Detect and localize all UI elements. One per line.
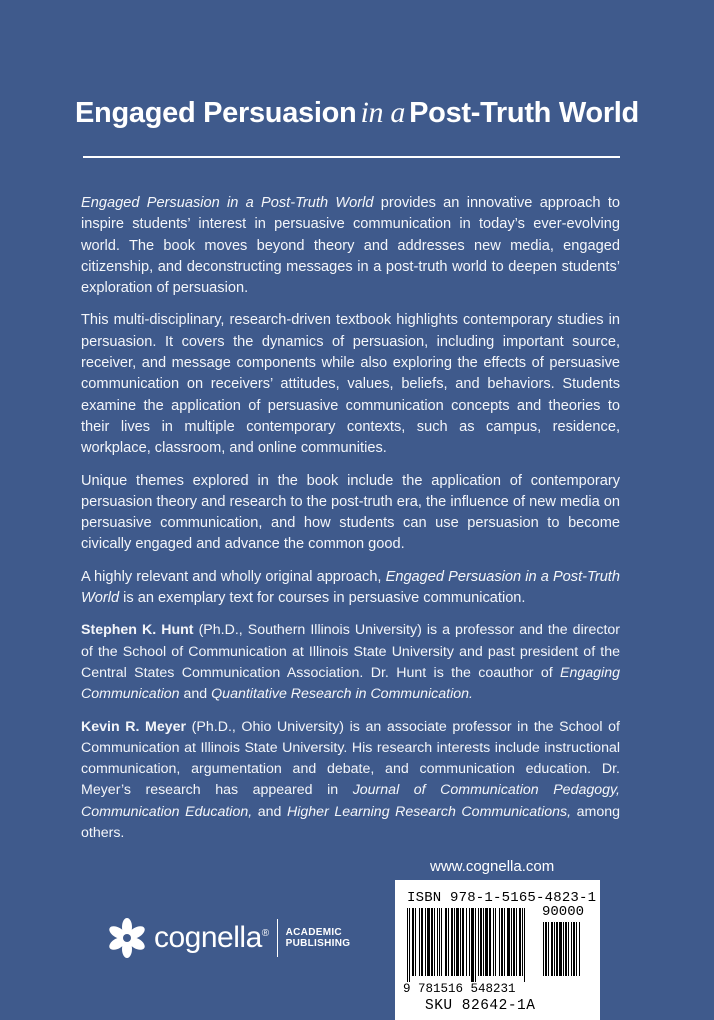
barcode-bar xyxy=(445,908,447,976)
barcode-bar xyxy=(448,908,449,976)
barcode-digits: 9 781516 548231 xyxy=(403,982,516,996)
barcode-bar xyxy=(425,908,426,976)
barcode-bar xyxy=(501,908,503,976)
author-bio-text: (Ph.D., Southern Illinois University) is a professor and the director of the School of Communication at Illinois State University and past president of the Central States Communication Association. Dr. Hunt is the coauthor of xyxy=(81,622,620,681)
author-bio-1 xyxy=(81,620,620,705)
barcode-bar xyxy=(469,908,470,976)
barcode-bar xyxy=(434,908,435,976)
barcode-bar xyxy=(571,922,572,976)
cover-copy xyxy=(81,193,620,855)
author-name: Kevin R. Meyer xyxy=(81,718,187,735)
isbn-barcode xyxy=(395,880,600,1020)
barcode-bar xyxy=(556,922,558,976)
barcode-bar xyxy=(524,908,525,982)
barcode-bar xyxy=(513,908,515,976)
barcode-bar xyxy=(419,908,420,976)
barcode-bar xyxy=(460,908,461,976)
barcode-bar xyxy=(576,922,577,976)
barcode-bar xyxy=(493,908,494,976)
description-paragraph-3: Unique themes explored in the book include the application of contemporary persuasion theory and research to the post-truth era, the influence of new media on persuasive communication, and how students can use persuasion to become civically engaged and advance the common good. xyxy=(81,472,620,553)
barcode-bar xyxy=(495,908,496,976)
barcode-bar xyxy=(441,908,442,976)
journal-title: Higher Learning Research Communications, xyxy=(287,803,572,820)
book-title xyxy=(0,96,714,130)
description-paragraph-4 xyxy=(81,567,620,610)
publisher-tagline: ACADEMIC PUBLISHING xyxy=(285,927,351,949)
description-text: provides an innovative approach to inspire students’ interest in persuasive communication in today’s ever-evolving world. The book moves beyond theory and addresses new media, engaged citizenship, and deconstructing messages in a post-truth world to deepen students’ exploration of persuasion. xyxy=(81,195,620,297)
author-bio-text: and xyxy=(252,803,287,820)
author-bio-text: (Ph.D., Ohio University) is an associate professor in the School of Communication at Illinois State University. His research interests include instructional communication, argumentation and debate, and communication education. Dr. Meyer’s research has appeared in xyxy=(81,718,620,799)
barcode-bar xyxy=(573,922,575,976)
barcode-bar xyxy=(451,908,453,976)
barcode-bar xyxy=(554,922,555,976)
book-title-italic: Engaged Persuasion in a Post-Truth World xyxy=(81,195,374,211)
barcode-bar xyxy=(559,922,562,976)
barcode-bar xyxy=(522,908,523,976)
barcode-bar xyxy=(563,922,564,976)
description-text: is an exemplary text for courses in persuasive communication. xyxy=(119,590,526,607)
barcode-bar xyxy=(480,908,482,976)
barcode-bar xyxy=(516,908,517,976)
book-title-italic: Engaged Persuasion in a Post-Truth World xyxy=(81,568,620,607)
journal-title: Journal of Communication Pedagogy, Communication Education, xyxy=(81,782,621,820)
barcode-addon-bars xyxy=(542,922,592,982)
barcode-bar xyxy=(415,908,416,976)
author-bio-2 xyxy=(81,717,620,845)
barcode-bar xyxy=(454,908,455,976)
barcode-bar xyxy=(499,908,500,976)
title-part-1: Engaged Persuasion xyxy=(75,97,357,129)
author-book-title: Quantitative Research in Communication. xyxy=(211,686,473,703)
logo-separator xyxy=(277,919,278,957)
barcode-bar xyxy=(412,908,414,976)
barcode-bar xyxy=(507,908,510,976)
publisher-logo xyxy=(106,915,350,961)
barcode-bar xyxy=(462,908,464,976)
barcode-bar xyxy=(543,922,544,976)
barcode-bar xyxy=(409,908,410,982)
title-divider xyxy=(83,156,620,158)
publisher-name: cognella® xyxy=(154,921,269,954)
barcode-bar xyxy=(568,922,569,976)
barcode-bar xyxy=(475,908,476,982)
barcode-bar xyxy=(565,922,567,976)
title-part-3: Post-Truth World xyxy=(409,97,639,129)
barcode-bar xyxy=(421,908,423,976)
author-bio-text: among others. xyxy=(81,803,620,842)
barcode-bar xyxy=(437,908,438,976)
barcode-bar xyxy=(483,908,484,976)
barcode-bar xyxy=(489,908,491,976)
price-code: 90000 xyxy=(542,904,585,920)
barcode-bar xyxy=(548,922,549,976)
barcode-bars xyxy=(405,908,540,984)
barcode-bar xyxy=(471,908,474,982)
barcode-bar xyxy=(407,908,408,982)
barcode-bar xyxy=(551,922,553,976)
isbn-number: ISBN 978-1-5165-4823-1 xyxy=(407,890,597,906)
author-book-title: Engaging Communication xyxy=(81,664,620,703)
barcode-bar xyxy=(427,908,430,976)
barcode-bar xyxy=(511,908,512,976)
barcode-bar xyxy=(485,908,488,976)
barcode-bar xyxy=(545,922,547,976)
author-name: Stephen K. Hunt xyxy=(81,622,194,639)
sku-number: SKU 82642-1A xyxy=(425,998,536,1014)
barcode-bar xyxy=(504,908,505,976)
barcode-bar xyxy=(466,908,467,976)
cognella-flower-icon xyxy=(106,917,148,959)
barcode-bar xyxy=(579,922,580,976)
description-text: A highly relevant and wholly original approach, xyxy=(81,568,386,585)
barcode-bar xyxy=(431,908,433,976)
barcode-bar xyxy=(439,908,440,976)
barcode-bar xyxy=(519,908,521,976)
description-paragraph-1 xyxy=(81,193,620,299)
publisher-website: www.cognella.com xyxy=(430,858,555,875)
title-part-2: in a xyxy=(360,96,406,129)
description-paragraph-2: This multi-disciplinary, research-driven textbook highlights contemporary studies in persuasion. It covers the dynamics of persuasion, including important source, receiver, and message components while also exploring the effects of persuasive communication on receivers’ attitudes, values, beliefs, and behaviors. Students examine the application of persuasive communication concepts and theories to their lives in multiple contemporary contexts, such as campus, residence, workplace, classroom, and online communities. xyxy=(81,312,620,457)
barcode-bar xyxy=(456,908,459,976)
author-bio-text: and xyxy=(179,686,212,703)
barcode-bar xyxy=(478,908,479,976)
